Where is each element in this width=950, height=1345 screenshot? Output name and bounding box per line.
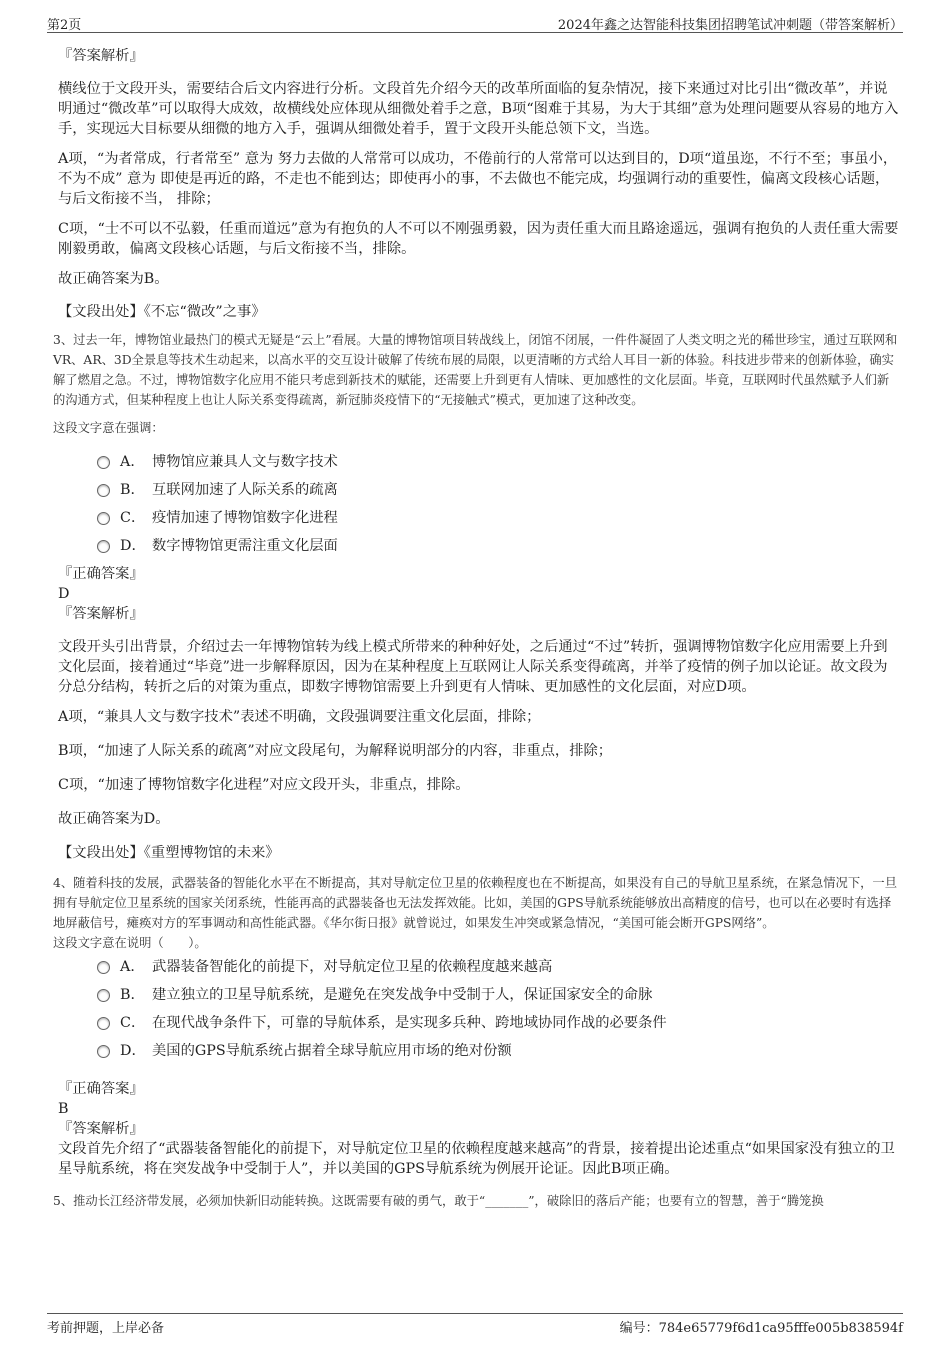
q2-analysis-label: 『答案解析』 bbox=[58, 48, 144, 64]
q3-analysis-label: 『答案解析』 bbox=[58, 606, 144, 622]
option-letter: B． bbox=[120, 482, 145, 498]
q2-analysis-para: 横线位于文段开头，需要结合后文内容进行分析。文段首先介绍今天的改革所面临的复杂情况，接下来通过对比引出“微改革”，并说明通过“微改革”可以取得大成效，故横线处应体现从细微处着手之意，B项“图难于其易，为大于其细”意为处理问题要从容易的地方入手，实现远大目标要从细微的地方入手，强调从细微处着手，置于文段开头能总领下文，当选。 bbox=[58, 81, 899, 137]
radio-icon[interactable] bbox=[97, 989, 110, 1002]
q3-analysis-para: A项，“兼具人文与数字技术”表述不明确，文段强调要注重文化层面，排除； bbox=[58, 709, 541, 725]
document-code: 编号：784e65779f6d1ca95fffe005b838594f bbox=[619, 1321, 903, 1336]
q3-source: 【文段出处】《重塑博物馆的未来》 bbox=[58, 845, 280, 861]
option-text: 武器装备智能化的前提下，对导航定位卫星的依赖程度越来越高 bbox=[152, 959, 553, 975]
q4-option-d[interactable] bbox=[97, 1041, 900, 1061]
footer-slogan: 考前押题，上岸必备 bbox=[47, 1321, 165, 1336]
radio-icon[interactable] bbox=[97, 1045, 110, 1058]
radio-icon[interactable] bbox=[97, 512, 110, 525]
q2-analysis-para: C项，“士不可以不弘毅，任重而道远”意为有抱负的人不可以不刚强勇毅，因为责任重大而且路途遥远，强调有抱负的人责任重大需要刚毅勇敢，偏离文段核心话题，与后文衔接不当，排除。 bbox=[58, 221, 899, 257]
option-letter: D． bbox=[120, 538, 146, 554]
q3-option-b[interactable] bbox=[97, 480, 900, 500]
q3-options bbox=[97, 452, 900, 556]
page-number: 第2页 bbox=[47, 18, 82, 33]
radio-icon[interactable] bbox=[97, 961, 110, 974]
option-letter: C． bbox=[120, 510, 146, 526]
q4-analysis-para: 文段首先介绍了“武器装备智能化的前提下，对导航定位卫星的依赖程度越来越高”的背景，接着提出论述重点“如果国家没有独立的卫星导航系统，将在突发战争中受制于人”，并以美国的GPS导航系统为例展开论证。因此B项正确。 bbox=[58, 1141, 895, 1177]
q3-analysis-para: 文段开头引出背景，介绍过去一年博物馆转为线上模式所带来的种种好处，之后通过“不过”转折，强调博物馆数字化应用需要上升到文化层面，接着通过“毕竟”进一步解释原因，因为在某种程度上互联网让人际关系变得疏离，并举了疫情的例子加以论证。故文段为分总分结构，转折之后的对策为重点，即数字博物馆需要上升到更有人情味、更加感性的文化层面，对应D项。 bbox=[58, 639, 888, 695]
q4-stem: 4、随着科技的发展，武器装备的智能化水平在不断提高，其对导航定位卫星的依赖程度也在不断提高，如果没有自己的导航卫星系统，在紧急情况下，一旦拥有导航定位卫星系统的国家关闭系统，性能再高的武器装备也无法发挥效能。比如，美国的GPS导航系统能够放出高精度的信号，也可以在必要时有选择地屏蔽信号，瘫痪对方的军事调动和高性能武器。《华尔街日报》就曾说过，如果发生冲突或紧急情况，“美国可能会断开GPS网络”。 bbox=[53, 876, 898, 930]
q2-analysis-para: 故正确答案为B。 bbox=[58, 271, 169, 287]
q4-answer-label: 『正确答案』 bbox=[58, 1081, 144, 1097]
q3-analysis-para: C项，“加速了博物馆数字化进程”对应文段开头，非重点，排除。 bbox=[58, 777, 470, 793]
q3-analysis-para: 故正确答案为D。 bbox=[58, 811, 170, 827]
document-title: 2024年鑫之达智能科技集团招聘笔试冲刺题（带答案解析） bbox=[557, 18, 903, 33]
radio-icon[interactable] bbox=[97, 1017, 110, 1030]
q3-option-d[interactable] bbox=[97, 536, 900, 556]
radio-icon[interactable] bbox=[97, 540, 110, 553]
q4-option-b[interactable] bbox=[97, 985, 900, 1005]
option-text: 在现代战争条件下，可靠的导航体系，是实现多兵种、跨地域协同作战的必要条件 bbox=[152, 1015, 667, 1031]
option-text: 互联网加速了人际关系的疏离 bbox=[152, 482, 338, 498]
option-letter: A． bbox=[120, 959, 145, 975]
q3-option-a[interactable] bbox=[97, 452, 900, 472]
q4-prompt: 这段文字意在说明（ ）。 bbox=[53, 936, 207, 950]
q3-prompt: 这段文字意在强调： bbox=[53, 421, 164, 435]
q3-stem: 3、过去一年，博物馆业最热门的模式无疑是“云上”看展。大量的博物馆项目转战线上，闭馆不闭展，一件件凝固了人类文明之光的稀世珍宝，通过互联网和VR、AR、3D全景息等技术生动起来，以高水平的交互设计破解了传统布展的局限，以更清晰的方式给人耳目一新的体验。科技进步带来的创新体验，确实解了燃眉之急。不过，博物馆数字化应用不能只考虑到新技术的赋能，还需要上升到更有人情味、更加感性的文化层面。毕竟，互联网时代虽然赋予人们新的沟通方式，但某种程度上也让人际关系变得疏离，新冠肺炎疫情下的“无接触式”模式，更加速了这种改变。 bbox=[53, 333, 898, 407]
page-content bbox=[53, 46, 900, 1211]
option-letter: B． bbox=[120, 987, 145, 1003]
option-letter: C． bbox=[120, 1015, 146, 1031]
q4-analysis-label: 『答案解析』 bbox=[58, 1121, 144, 1137]
option-letter: D． bbox=[120, 1043, 146, 1059]
q3-answer: D bbox=[58, 586, 70, 602]
q4-options bbox=[97, 957, 900, 1061]
q3-answer-label: 『正确答案』 bbox=[58, 566, 144, 582]
radio-icon[interactable] bbox=[97, 456, 110, 469]
option-text: 建立独立的卫星导航系统，是避免在突发战争中受制于人，保证国家安全的命脉 bbox=[152, 987, 653, 1003]
page-header bbox=[47, 12, 903, 33]
q3-analysis-para: B项，“加速了人际关系的疏离”对应文段尾句，为解释说明部分的内容，非重点，排除； bbox=[58, 743, 613, 759]
page-footer bbox=[47, 1313, 903, 1334]
q4-answer: B bbox=[58, 1101, 69, 1117]
q5-stem: 5、推动长江经济带发展，必须加快新旧动能转换。这既需要有破的勇气，敢于“_______”，破除旧的落后产能；也要有立的智慧，善于“腾笼换 bbox=[53, 1194, 824, 1208]
option-text: 数字博物馆更需注重文化层面 bbox=[152, 538, 338, 554]
radio-icon[interactable] bbox=[97, 484, 110, 497]
option-text: 博物馆应兼具人文与数字技术 bbox=[152, 454, 338, 470]
q3-option-c[interactable] bbox=[97, 508, 900, 528]
option-text: 疫情加速了博物馆数字化进程 bbox=[152, 510, 338, 526]
option-text: 美国的GPS导航系统占据着全球导航应用市场的绝对份额 bbox=[152, 1043, 512, 1059]
q2-analysis-para: A项，“为者常成，行者常至” 意为 努力去做的人常常可以成功，不倦前行的人常常可以达到目的，D项“道虽迩，不行不至；事虽小，不为不成” 意为 即使是再近的路，不走也不能到达；即使再小的事，不去做也不能完成，均强调行动的重要性，偏离文段核心话题， 与后文衔接不当， 排除； bbox=[58, 151, 898, 207]
option-letter: A． bbox=[120, 454, 145, 470]
q4-option-a[interactable] bbox=[97, 957, 900, 977]
q2-source: 【文段出处】《不忘“微改”之事》 bbox=[58, 304, 266, 320]
q4-option-c[interactable] bbox=[97, 1013, 900, 1033]
